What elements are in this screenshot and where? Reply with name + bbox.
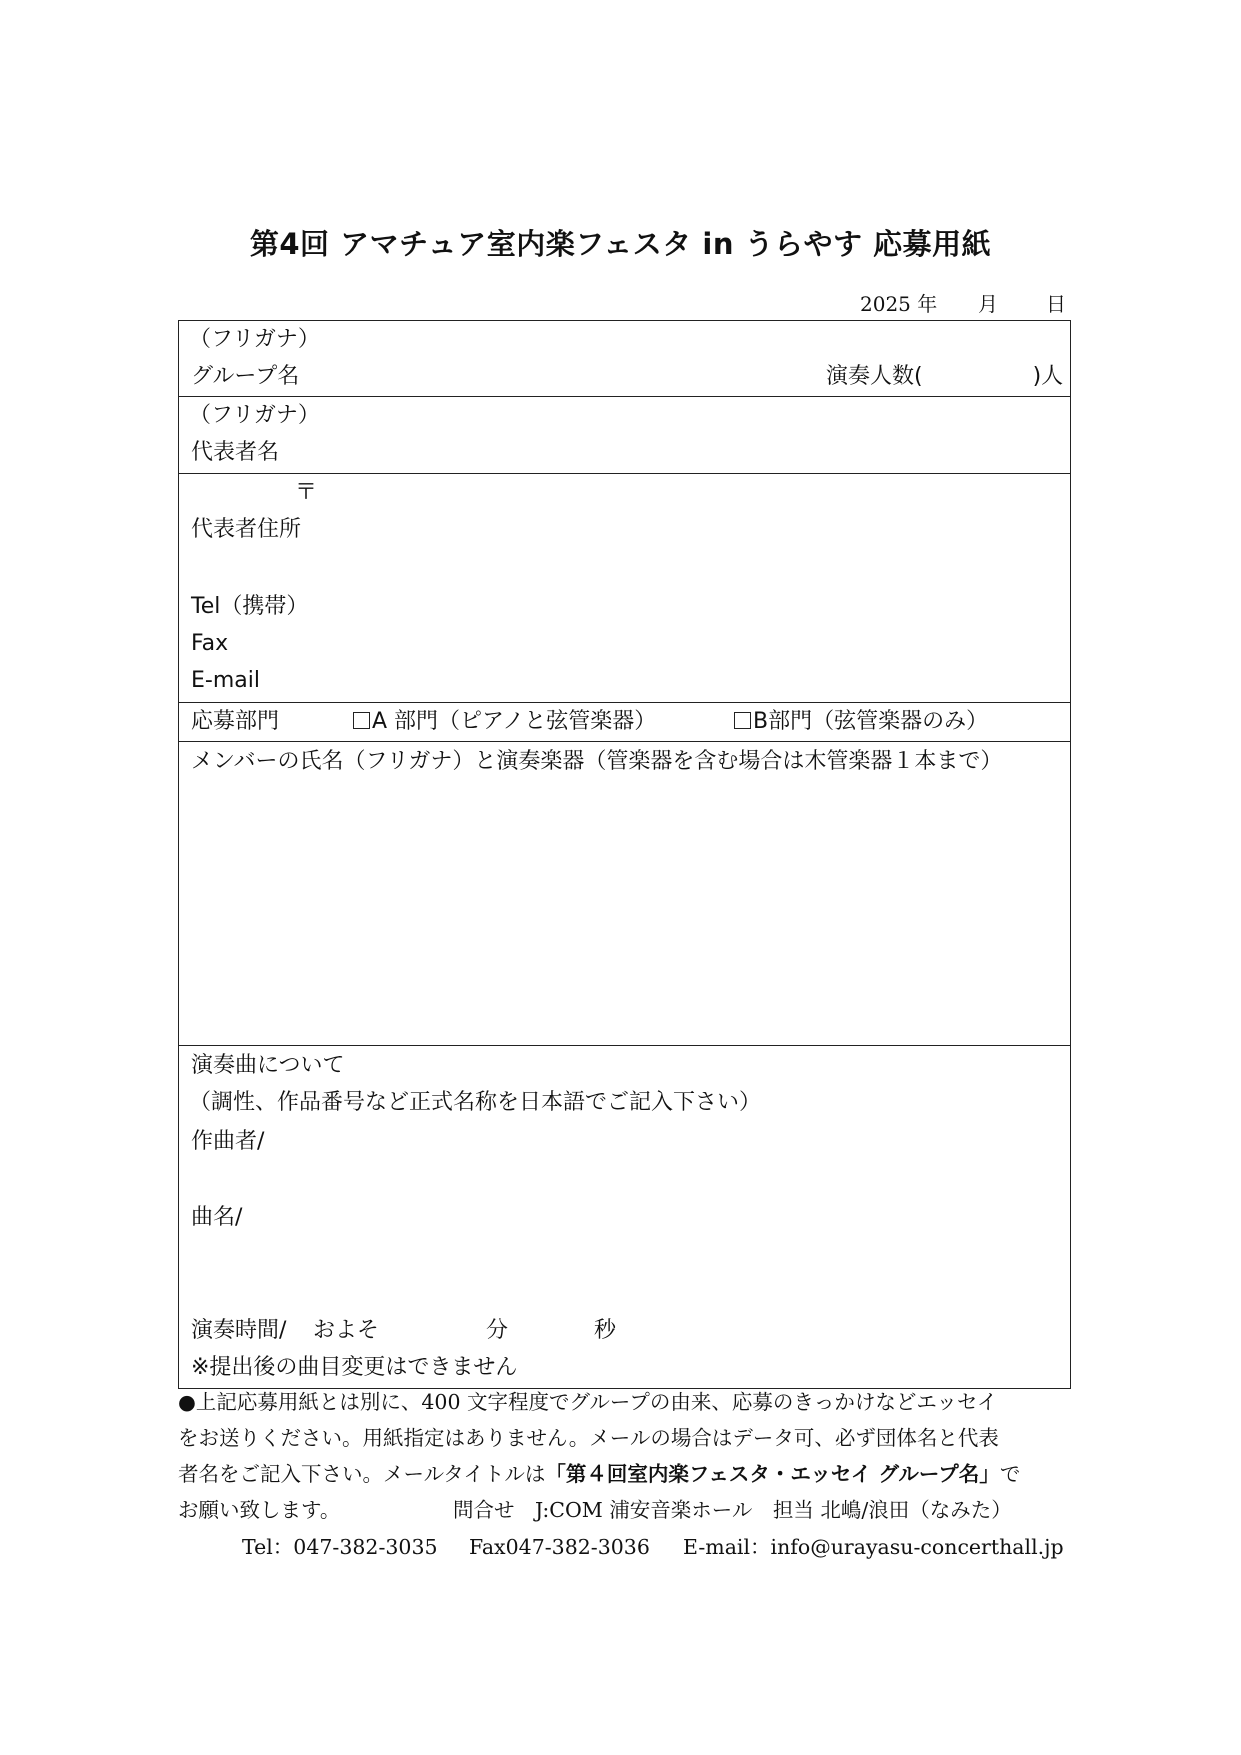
checkbox-b[interactable]: [734, 712, 751, 729]
date-day: 日: [1046, 292, 1066, 316]
email-subject-format: 「第４回室内楽フェスタ・エッセイ グループ名」: [545, 1462, 1000, 1486]
piece-heading: 演奏曲について: [191, 1053, 345, 1078]
note-line-1: ●上記応募用紙とは別に、400 文字程度でグループの由来、応募のきっかけなどエッセイ: [178, 1390, 998, 1414]
piece-change-note: ※提出後の曲目変更はできません: [191, 1355, 518, 1380]
group-row[interactable]: [179, 321, 1070, 397]
category-option-b[interactable]: B部門（弦管楽器のみ）: [734, 711, 988, 733]
note-line-2: をお送りください。用紙指定はありません。メールの場合はデータ可、必ず団体名と代表: [178, 1426, 999, 1450]
contact-tel: Tel：047-382-3035: [242, 1535, 438, 1559]
note-line-4a: お願い致します。: [178, 1498, 341, 1522]
piece-title-label: 曲名/: [191, 1205, 243, 1230]
rep-name-label: 代表者名: [191, 440, 280, 465]
group-name-label: グループ名: [191, 364, 300, 389]
representative-row[interactable]: [179, 397, 1070, 474]
fax-label: Fax: [191, 631, 229, 656]
duration-label: 演奏時間/: [191, 1318, 287, 1343]
members-label: メンバーの氏名（フリガナ）と演奏楽器（管楽器を含む場合は木管楽器１本まで）: [191, 749, 1003, 774]
category-label: 応募部門: [191, 709, 280, 734]
member-count-label: 演奏人数( )人: [826, 364, 1064, 389]
date-month: 月: [978, 292, 998, 316]
duration-seconds: 秒: [594, 1318, 617, 1343]
address-label: 代表者住所: [191, 517, 302, 542]
rep-furigana-label: （フリガナ）: [189, 403, 320, 428]
piece-instruction: （調性、作品番号など正式名称を日本語でご記入下さい）: [189, 1090, 762, 1115]
contact-info: 問合せ J:COM 浦安音楽ホール 担当 北嶋/浪田（なみた）: [453, 1498, 1012, 1522]
address-row[interactable]: [179, 474, 1070, 703]
category-option-a[interactable]: A 部門（ピアノと弦管楽器）: [353, 711, 656, 733]
composer-label: 作曲者/: [191, 1129, 265, 1154]
group-furigana-label: （フリガナ）: [189, 327, 320, 352]
contact-fax: Fax047-382-3036: [469, 1535, 650, 1559]
postal-mark: 〒: [295, 480, 318, 505]
date-year: 2025 年: [860, 292, 938, 316]
checkbox-a[interactable]: [353, 712, 370, 729]
duration-approx: およそ: [313, 1318, 380, 1343]
contact-email[interactable]: E-mail：info@urayasu-concerthall.jp: [683, 1535, 1064, 1559]
duration-minutes: 分: [486, 1318, 509, 1343]
members-row[interactable]: [179, 742, 1070, 1046]
page-title: 第4回 アマチュア室内楽フェスタ in うらやす 応募用紙: [249, 227, 992, 261]
email-label: E-mail: [191, 668, 260, 693]
piece-row[interactable]: [179, 1046, 1070, 1390]
application-form: [178, 320, 1071, 1389]
category-row: [179, 703, 1070, 742]
tel-label: Tel（携帯）: [191, 594, 309, 619]
note-line-3: 者名をご記入下さい。メールタイトルは「第４回室内楽フェスタ・エッセイ グループ名」で: [178, 1462, 1021, 1486]
